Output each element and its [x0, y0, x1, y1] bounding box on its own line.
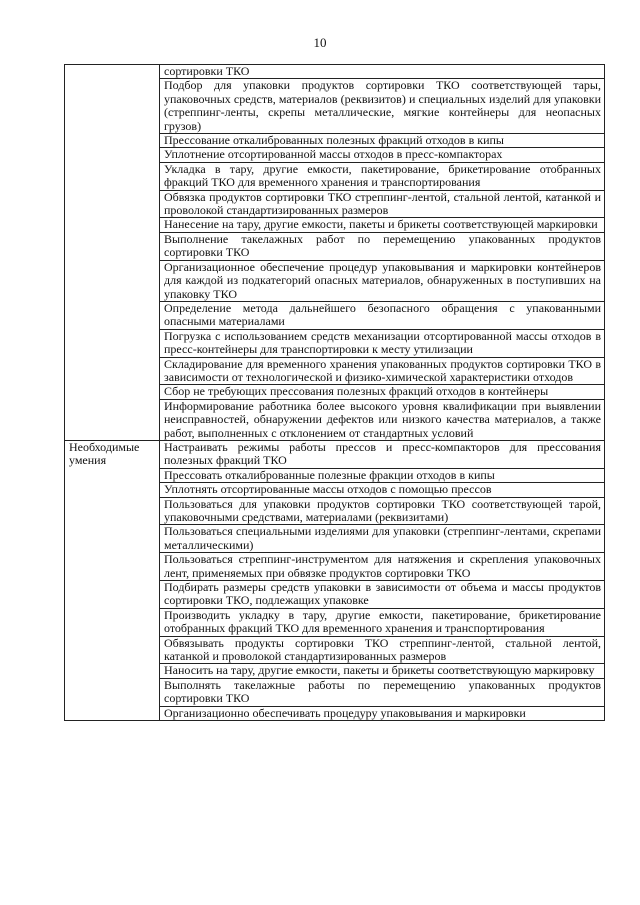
- page-number: 10: [313, 35, 327, 50]
- table-cell-item: Пользоваться для упаковки продуктов сортировки ТКО соответствующей тарой, упаковочными средствами, материалами (реквизитами): [160, 497, 605, 525]
- table-cell-item: Укладка в тару, другие емкости, пакетирование, брикетирование отобранных фракций ТКО для временного хранения и транспортирования: [160, 162, 605, 190]
- table-cell-item: Уплотнение отсортированной массы отходов в пресс-компакторах: [160, 148, 605, 162]
- table-cell-item: Наносить на тару, другие емкости, пакеты и брикеты соответствующую маркировку: [160, 664, 605, 678]
- table-cell-item: сортировки ТКО: [160, 65, 605, 79]
- table-cell-item: Пользоваться стреппинг-инструментом для натяжения и скрепления упаковочных лент, применяемых при обвязке продуктов сортировки ТКО: [160, 553, 605, 581]
- table-cell-item: Настраивать режимы работы прессов и пресс-компакторов для прессования полезных фракций ТКО: [160, 440, 605, 468]
- table-cell-item: Пользоваться специальными изделиями для упаковки (стреппинг-лентами, скрепами металлическими): [160, 525, 605, 553]
- table-cell-item: Определение метода дальнейшего безопасного обращения с упакованными опасными материалами: [160, 301, 605, 329]
- table-cell-item: Обвязка продуктов сортировки ТКО стреппинг-лентой, стальной лентой, катанкой и проволокой стандартизированных размеров: [160, 190, 605, 218]
- table-cell-item: Прессовать откалиброванные полезные фракции отходов в кипы: [160, 468, 605, 482]
- table-cell-item: Обвязывать продукты сортировки ТКО стреппинг-лентой, стальной лентой, катанкой и проволокой стандартизированных размеров: [160, 636, 605, 664]
- table-cell-item: Производить укладку в тару, другие емкости, пакетирование, брикетирование отобранных фракций ТКО для временного хранения и транспортирования: [160, 608, 605, 636]
- table-cell-item: Организационно обеспечивать процедуру упаковывания и маркировки: [160, 706, 605, 720]
- table-cell-item: Выполнение такелажных работ по перемещению упакованных продуктов сортировки ТКО: [160, 232, 605, 260]
- required-skills-label-cell: Необходимые умения: [65, 440, 160, 720]
- table-cell-item: Информирование работника более высокого уровня квалификации при выявлении неисправностей, обнаружении дефектов или низкого качества материалов, а также работ, выполненных с отклонением от стандартных условий: [160, 399, 605, 440]
- table-cell-item: Прессование откалиброванных полезных фракций отходов в кипы: [160, 134, 605, 148]
- table-cell-item: Сбор не требующих прессования полезных фракций отходов в контейнеры: [160, 385, 605, 399]
- table-cell-item: Нанесение на тару, другие емкости, пакеты и брикеты соответствующей маркировки: [160, 218, 605, 232]
- table-cell-item: Выполнять такелажные работы по перемещению упакованных продуктов сортировки ТКО: [160, 678, 605, 706]
- table-cell-item: Организационное обеспечение процедур упаковывания и маркировки контейнеров для каждой из подкатегорий опасных материалов, обнаруженных в поступивших на упаковку ТКО: [160, 260, 605, 301]
- labor-actions-label-cell: [65, 65, 160, 441]
- table-cell-item: Подбор для упаковки продуктов сортировки ТКО соответствующей тары, упаковочных средств, материалов (реквизитов) и специальных изделий для упаковки (стреппинг-ленты, скрепы металлические, мягкие контейнеры для неопасных грузов): [160, 79, 605, 134]
- table-body: [65, 65, 605, 721]
- table-row: [65, 65, 605, 79]
- table-cell-item: Подбирать размеры средств упаковки в зависимости от объема и массы продуктов сортировки ТКО, подлежащих упаковке: [160, 581, 605, 609]
- table-cell-item: Погрузка с использованием средств механизации отсортированной массы отходов в пресс-контейнеры для транспортировки к месту утилизации: [160, 329, 605, 357]
- table-cell-item: Уплотнять отсортированные массы отходов с помощью прессов: [160, 483, 605, 497]
- table-cell-item: Складирование для временного хранения упакованных продуктов сортировки ТКО в зависимости от технологической и физико-химической характеристики отходов: [160, 357, 605, 385]
- table-row: [65, 440, 605, 468]
- labor-functions-table: [64, 64, 605, 721]
